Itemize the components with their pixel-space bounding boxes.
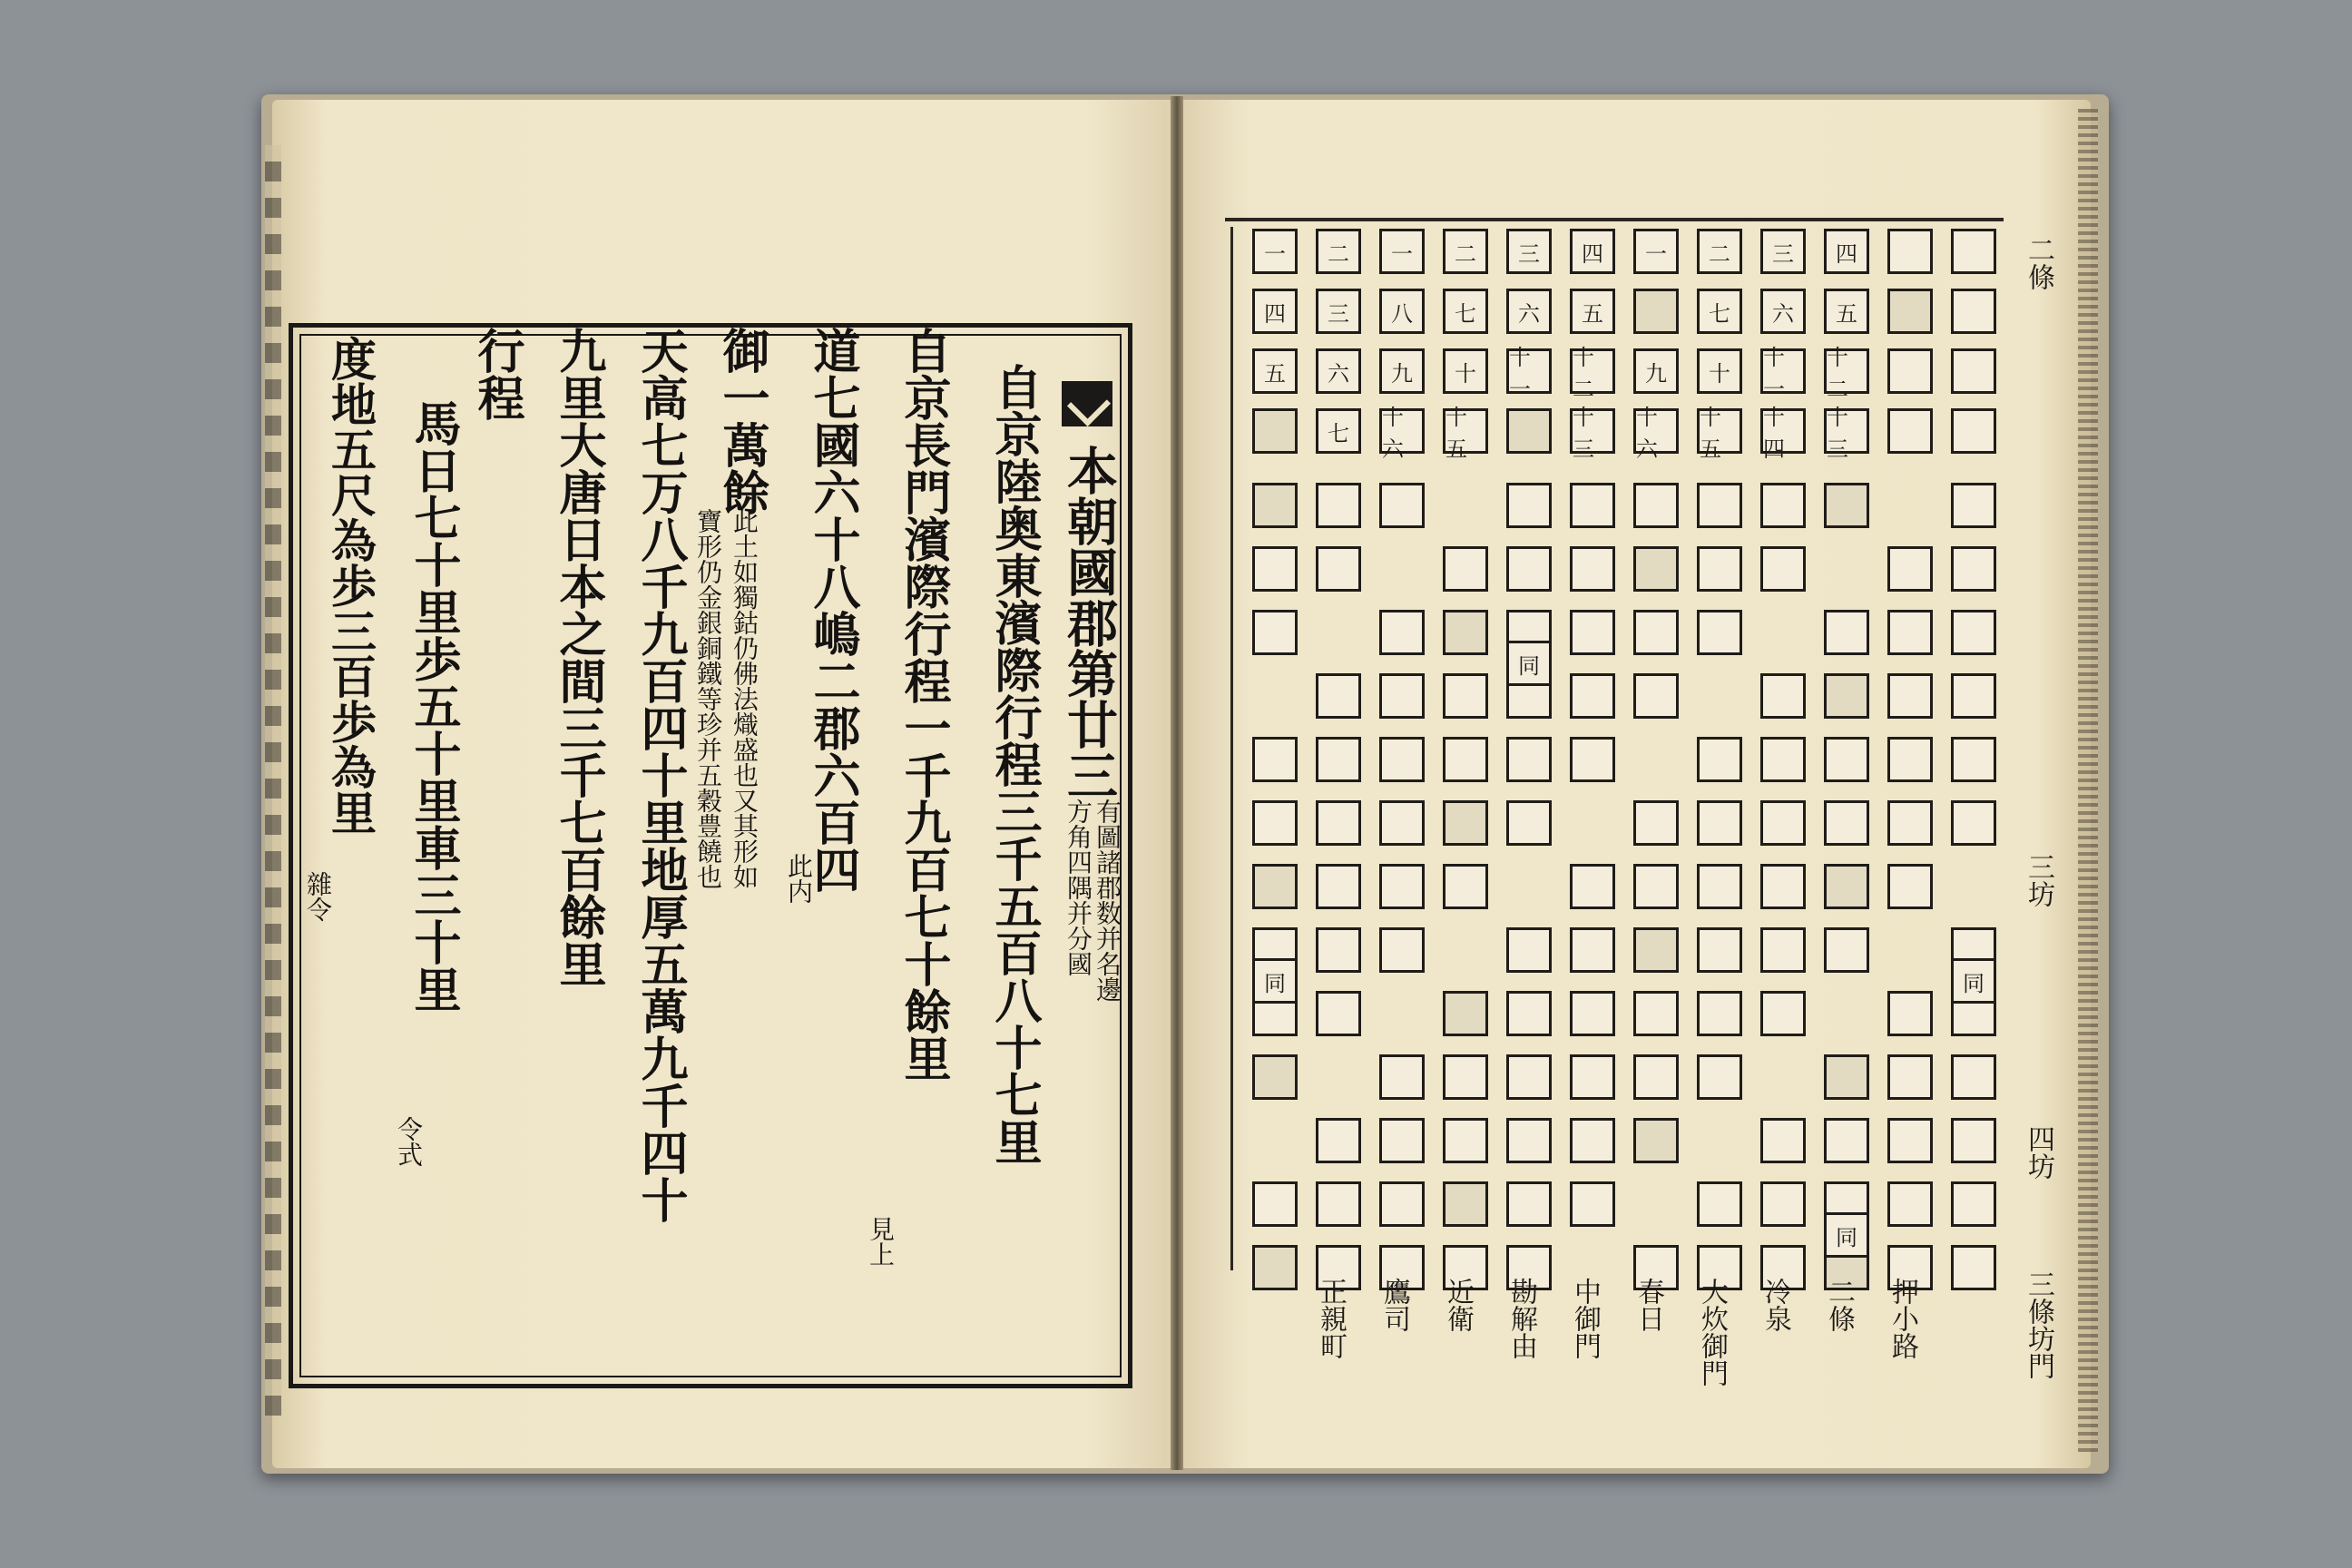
street-label: 中御門: [1569, 1278, 1601, 1359]
city-grid: [1252, 229, 2000, 462]
block-cell: 五: [1824, 289, 1869, 334]
empty-block-cell: [1506, 546, 1552, 592]
empty-block-cell: [1570, 927, 1615, 973]
empty-block-cell: [1633, 1118, 1679, 1163]
empty-block-cell: [1443, 1054, 1488, 1100]
block-cell: 七: [1443, 289, 1488, 334]
empty-block-cell: [1824, 864, 1869, 909]
empty-block-cell: [1760, 991, 1806, 1036]
empty-block-cell: [1570, 737, 1615, 782]
block-cell: [1506, 408, 1552, 454]
empty-block-cell: [1887, 1181, 1933, 1227]
empty-block-cell: [1506, 483, 1552, 528]
block-cell: [1887, 229, 1933, 274]
block-cell: 十: [1697, 348, 1742, 394]
block-cell: [1633, 289, 1679, 334]
text-column-4: 道七國六十八嶋二郡六百四: [805, 327, 860, 893]
block-cell: 十五: [1697, 408, 1742, 454]
empty-block-cell: [1379, 610, 1425, 655]
street-label: 近衛: [1442, 1278, 1474, 1332]
block-cell: [1887, 408, 1933, 454]
block-cell: 一: [1379, 229, 1425, 274]
empty-block-cell: [1633, 483, 1679, 528]
empty-block-cell: [1887, 1054, 1933, 1100]
empty-block-cell: [1887, 991, 1933, 1036]
note-4: 此土如獨鈷仍佛法熾盛也又其形如: [730, 508, 760, 889]
block-cell: 二: [1443, 229, 1488, 274]
text-column-2: 自京陸奥東濱際行程三千五百八十七里: [986, 363, 1042, 1165]
block-cell: [1951, 348, 1996, 394]
empty-block-cell: [1316, 483, 1361, 528]
empty-block-cell: [1697, 1181, 1742, 1227]
empty-block-cell: [1697, 546, 1742, 592]
empty-block-cell: [1633, 610, 1679, 655]
empty-block-cell: [1887, 864, 1933, 909]
empty-block-cell: [1443, 1118, 1488, 1163]
empty-block-cell: [1252, 1245, 1298, 1290]
left-page-edge: [265, 145, 281, 1416]
empty-block-cell: [1570, 1118, 1615, 1163]
empty-block-cell: [1443, 546, 1488, 592]
note-5: 寶形仍金銀銅鐵等珍并五穀豊饒也: [693, 508, 723, 889]
block-cell: 十一: [1760, 348, 1806, 394]
block-cell: 十: [1443, 348, 1488, 394]
empty-block-cell: [1316, 673, 1361, 719]
empty-block-cell: [1379, 483, 1425, 528]
note-8: 雜令: [303, 871, 333, 922]
block-cell: 八: [1379, 289, 1425, 334]
empty-block-cell: [1570, 991, 1615, 1036]
empty-block-cell: [1697, 991, 1742, 1036]
empty-block-cell: [1951, 610, 1996, 655]
empty-block-cell: [1379, 1181, 1425, 1227]
empty-block-cell: [1506, 927, 1552, 973]
block-cell: 二: [1697, 229, 1742, 274]
empty-block-cell: [1824, 673, 1869, 719]
empty-block-cell: [1379, 1054, 1425, 1100]
block-cell-same: 同: [1951, 958, 1996, 1004]
empty-block-cell: [1379, 864, 1425, 909]
empty-block-cell: [1443, 673, 1488, 719]
empty-block-cell: [1633, 800, 1679, 846]
empty-block-cell: [1443, 800, 1488, 846]
empty-block-cell: [1570, 1181, 1615, 1227]
side-label-yonbo: 四坊: [2023, 1125, 2054, 1180]
empty-block-cell: [1824, 737, 1869, 782]
empty-block-cell: [1316, 737, 1361, 782]
empty-block-cell: [1760, 1118, 1806, 1163]
block-cell: 四: [1570, 229, 1615, 274]
empty-block-cell: [1316, 927, 1361, 973]
block-cell-same: 同: [1824, 1212, 1869, 1258]
empty-block-cell: [1760, 737, 1806, 782]
empty-block-cell: [1697, 800, 1742, 846]
text-column-6: 天高七万八千九百四十里地厚五萬九千四十: [632, 327, 688, 1223]
side-label-sanbo: 三坊: [2023, 853, 2054, 907]
empty-block-cell: [1443, 864, 1488, 909]
empty-block-cell: [1887, 673, 1933, 719]
block-cell: [1887, 289, 1933, 334]
empty-block-cell: [1506, 1118, 1552, 1163]
map-left-rail: [1230, 227, 1248, 1270]
block-cell: 十五: [1443, 408, 1488, 454]
text-column-5: 御一萬餘: [714, 327, 769, 515]
empty-block-cell: [1252, 546, 1298, 592]
street-label: 二條: [1823, 1278, 1855, 1332]
empty-block-cell: [1760, 800, 1806, 846]
empty-block-cell: [1570, 864, 1615, 909]
note-6: 見上: [866, 1216, 896, 1267]
block-cell: 十三: [1824, 408, 1869, 454]
empty-block-cell: [1633, 864, 1679, 909]
empty-block-cell: [1316, 1181, 1361, 1227]
empty-block-cell: [1506, 737, 1552, 782]
empty-block-cell: [1697, 610, 1742, 655]
street-label: 冷泉: [1759, 1278, 1791, 1332]
empty-block-cell: [1570, 673, 1615, 719]
block-cell: 三: [1316, 289, 1361, 334]
block-cell: 五: [1570, 289, 1615, 334]
empty-block-cell: [1316, 864, 1361, 909]
text-column-8: 行程: [469, 327, 524, 421]
empty-block-cell: [1633, 927, 1679, 973]
empty-block-cell: [1252, 737, 1298, 782]
right-page-edge: [2078, 109, 2098, 1452]
note-1: 有圖諸郡数并名邊: [1093, 799, 1122, 1002]
empty-block-cell: [1506, 800, 1552, 846]
empty-block-cell: [1570, 610, 1615, 655]
street-label: 大炊御門: [1696, 1278, 1728, 1387]
block-cell-same: 同: [1252, 958, 1298, 1004]
empty-block-cell: [1697, 483, 1742, 528]
side-label-nijo: 二條: [2023, 236, 2054, 290]
text-column-3: 自京長門濱際行程一千九百七十餘里: [896, 327, 951, 1082]
empty-block-cell: [1951, 1118, 1996, 1163]
empty-block-cell: [1633, 546, 1679, 592]
empty-block-cell: [1379, 927, 1425, 973]
empty-block-cell: [1951, 1245, 1996, 1290]
empty-block-cell: [1506, 991, 1552, 1036]
empty-block-cell: [1887, 546, 1933, 592]
empty-block-cell: [1887, 610, 1933, 655]
empty-block-cell: [1252, 800, 1298, 846]
empty-block-cell: [1570, 1054, 1615, 1100]
empty-block-cell: [1760, 864, 1806, 909]
empty-block-cell: [1633, 991, 1679, 1036]
side-label-sanjo-bomon: 三條坊門: [2023, 1270, 2054, 1379]
block-cell: 一: [1633, 229, 1679, 274]
empty-block-cell: [1252, 610, 1298, 655]
empty-block-cell: [1824, 1118, 1869, 1163]
empty-block-cell: [1951, 673, 1996, 719]
block-cell: [1252, 408, 1298, 454]
empty-block-cell: [1443, 610, 1488, 655]
empty-block-cell: [1824, 927, 1869, 973]
block-cell: [1951, 408, 1996, 454]
empty-block-cell: [1252, 483, 1298, 528]
empty-block-cell: [1379, 673, 1425, 719]
block-cell: 七: [1697, 289, 1742, 334]
empty-block-cell: [1633, 673, 1679, 719]
block-cell: 十六: [1633, 408, 1679, 454]
block-cell: [1951, 289, 1996, 334]
empty-block-cell: [1506, 1054, 1552, 1100]
note-2: 方角四隅并分國: [1063, 799, 1093, 976]
empty-block-cell: [1570, 546, 1615, 592]
empty-block-cell: [1951, 1181, 1996, 1227]
empty-block-cell: [1887, 737, 1933, 782]
empty-block-cell: [1951, 546, 1996, 592]
street-label: 勘解由: [1505, 1278, 1537, 1359]
empty-block-cell: [1951, 800, 1996, 846]
map-top-border: [1225, 218, 2004, 221]
block-cell: 六: [1760, 289, 1806, 334]
block-cell: 七: [1316, 408, 1361, 454]
empty-block-cell: [1697, 927, 1742, 973]
block-cell-same: 同: [1506, 641, 1552, 686]
empty-block-cell: [1443, 1181, 1488, 1227]
empty-block-cell: [1570, 483, 1615, 528]
street-label: 春日: [1632, 1278, 1664, 1332]
empty-block-cell: [1316, 991, 1361, 1036]
empty-block-cell: [1316, 546, 1361, 592]
block-cell: [1951, 229, 1996, 274]
empty-block-cell: [1760, 546, 1806, 592]
empty-block-cell: [1824, 483, 1869, 528]
empty-block-cell: [1951, 483, 1996, 528]
block-cell: 三: [1760, 229, 1806, 274]
empty-block-cell: [1379, 1118, 1425, 1163]
note-3: 此内: [784, 853, 814, 904]
empty-block-cell: [1252, 864, 1298, 909]
empty-block-cell: [1697, 864, 1742, 909]
empty-block-cell: [1443, 737, 1488, 782]
street-label: 押小路: [1886, 1278, 1918, 1359]
empty-block-cell: [1697, 737, 1742, 782]
block-cell: 四: [1252, 289, 1298, 334]
block-cell: 三: [1506, 229, 1552, 274]
block-cell: 十三: [1570, 408, 1615, 454]
empty-block-cell: [1760, 673, 1806, 719]
block-cell: 十四: [1760, 408, 1806, 454]
empty-block-cell: [1379, 800, 1425, 846]
empty-block-cell: [1760, 927, 1806, 973]
empty-block-cell: [1951, 737, 1996, 782]
heading-column: 本朝國郡第廿三: [1059, 445, 1119, 800]
block-cell: [1887, 348, 1933, 394]
block-cell: 十六: [1379, 408, 1425, 454]
section-marker-icon: [1062, 381, 1112, 426]
empty-block-cell: [1316, 1118, 1361, 1163]
block-cell: 十二: [1570, 348, 1615, 394]
block-cell: 一: [1252, 229, 1298, 274]
empty-block-cell: [1633, 1054, 1679, 1100]
empty-block-cell: [1824, 800, 1869, 846]
empty-block-cell: [1824, 1054, 1869, 1100]
empty-block-cell: [1379, 737, 1425, 782]
block-cell: 六: [1316, 348, 1361, 394]
empty-block-cell: [1951, 1054, 1996, 1100]
empty-block-cell: [1316, 800, 1361, 846]
text-column-10: 度地五尺為歩三百歩為里: [324, 336, 377, 835]
empty-block-cell: [1443, 991, 1488, 1036]
empty-block-cell: [1824, 610, 1869, 655]
empty-block-cell: [1760, 483, 1806, 528]
block-cell: 十二: [1824, 348, 1869, 394]
text-column-7: 九里大唐日本之間三千七百餘里: [551, 327, 606, 987]
block-cell: 九: [1379, 348, 1425, 394]
note-7: 令式: [394, 1116, 424, 1167]
empty-block-cell: [1887, 800, 1933, 846]
empty-block-cell: [1252, 1054, 1298, 1100]
empty-block-cell: [1506, 1181, 1552, 1227]
empty-block-cell: [1887, 1118, 1933, 1163]
block-cell: 二: [1316, 229, 1361, 274]
empty-block-cell: [1252, 1181, 1298, 1227]
street-label: 正親町: [1315, 1278, 1347, 1359]
street-label: 鷹司: [1378, 1278, 1410, 1332]
block-cell: 十一: [1506, 348, 1552, 394]
book-gutter: [1171, 96, 1183, 1470]
block-cell: 五: [1252, 348, 1298, 394]
block-cell: 六: [1506, 289, 1552, 334]
block-cell: 四: [1824, 229, 1869, 274]
empty-block-cell: [1760, 1181, 1806, 1227]
text-column-9: 馬日七十里歩五十里車三十里: [406, 399, 461, 1013]
block-cell: 九: [1633, 348, 1679, 394]
empty-block-cell: [1697, 1054, 1742, 1100]
